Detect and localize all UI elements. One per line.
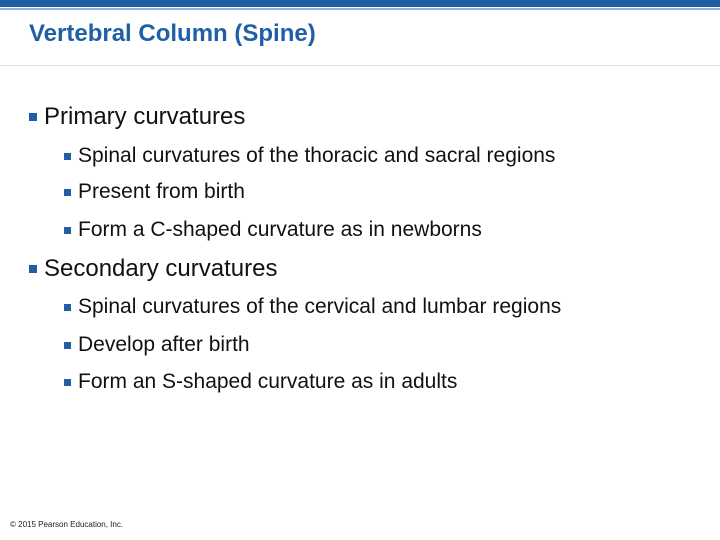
copyright-footer: © 2015 Pearson Education, Inc. [10, 520, 124, 529]
sub-bullet-item [64, 370, 457, 394]
sub-bullet-item [64, 144, 555, 168]
square-bullet-icon [64, 227, 71, 234]
bullet-primary-curvatures [29, 103, 245, 131]
square-bullet-icon [64, 189, 71, 196]
title-divider [0, 65, 720, 66]
sub-bullet-item [64, 180, 245, 204]
square-bullet-icon [64, 153, 71, 160]
sub-bullet-text: Form a C-shaped curvature as in newborns [78, 218, 482, 241]
sub-bullet-text: Spinal curvatures of the thoracic and sacral regions [78, 144, 556, 167]
header-band [0, 0, 720, 7]
sub-bullet-item [64, 218, 482, 242]
header-band-accent [0, 8, 720, 10]
slide-title: Vertebral Column (Spine) [29, 20, 316, 47]
square-bullet-icon [64, 304, 71, 311]
sub-bullet-item [64, 295, 561, 319]
square-bullet-icon [64, 379, 71, 386]
square-bullet-icon [29, 265, 37, 273]
bullet-secondary-curvatures [29, 255, 277, 283]
sub-bullet-text: Present from birth [78, 180, 245, 203]
sub-bullet-item [64, 333, 250, 357]
sub-bullet-text: Spinal curvatures of the cervical and lumbar regions [78, 295, 562, 318]
square-bullet-icon [64, 342, 71, 349]
sub-bullet-text: Form an S-shaped curvature as in adults [78, 370, 458, 393]
square-bullet-icon [29, 113, 37, 121]
bullet-text: Primary curvatures [44, 103, 246, 130]
sub-bullet-text: Develop after birth [78, 333, 250, 356]
bullet-text: Secondary curvatures [44, 255, 278, 282]
